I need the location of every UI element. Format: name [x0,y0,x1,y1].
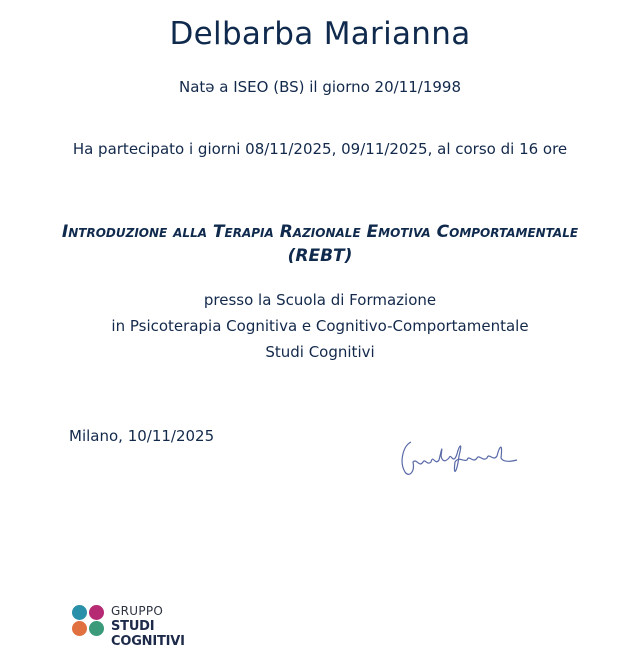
place-date: Milano, 10/11/2025 [69,427,215,445]
logo-line2: STUDI COGNITIVI [111,619,185,649]
birth-info: Natə a ISEO (BS) il giorno 20/11/1998 [178,78,462,96]
course-title: Introduzione alla Terapia Razionale Emotiva Comportamentale (REBT) [61,222,579,266]
logo-dot [72,621,87,636]
recipient-name: Delbarba Marianna [169,16,471,52]
logo [72,604,222,649]
school-info [0,287,640,365]
participation-info: Ha partecipato i giorni 08/11/2025, 09/11/2025, al corso di 16 ore [72,140,568,158]
logo-dot [72,605,87,620]
school-line: Studi Cognitivi [265,343,375,361]
school-line: in Psicoterapia Cognitiva e Cognitivo-Comportamentale [111,317,529,335]
logo-dot [89,621,104,636]
signature [393,432,528,482]
logo-dot [89,605,104,620]
school-line: presso la Scuola di Formazione [203,291,437,309]
logo-line1: GRUPPO [111,604,164,618]
